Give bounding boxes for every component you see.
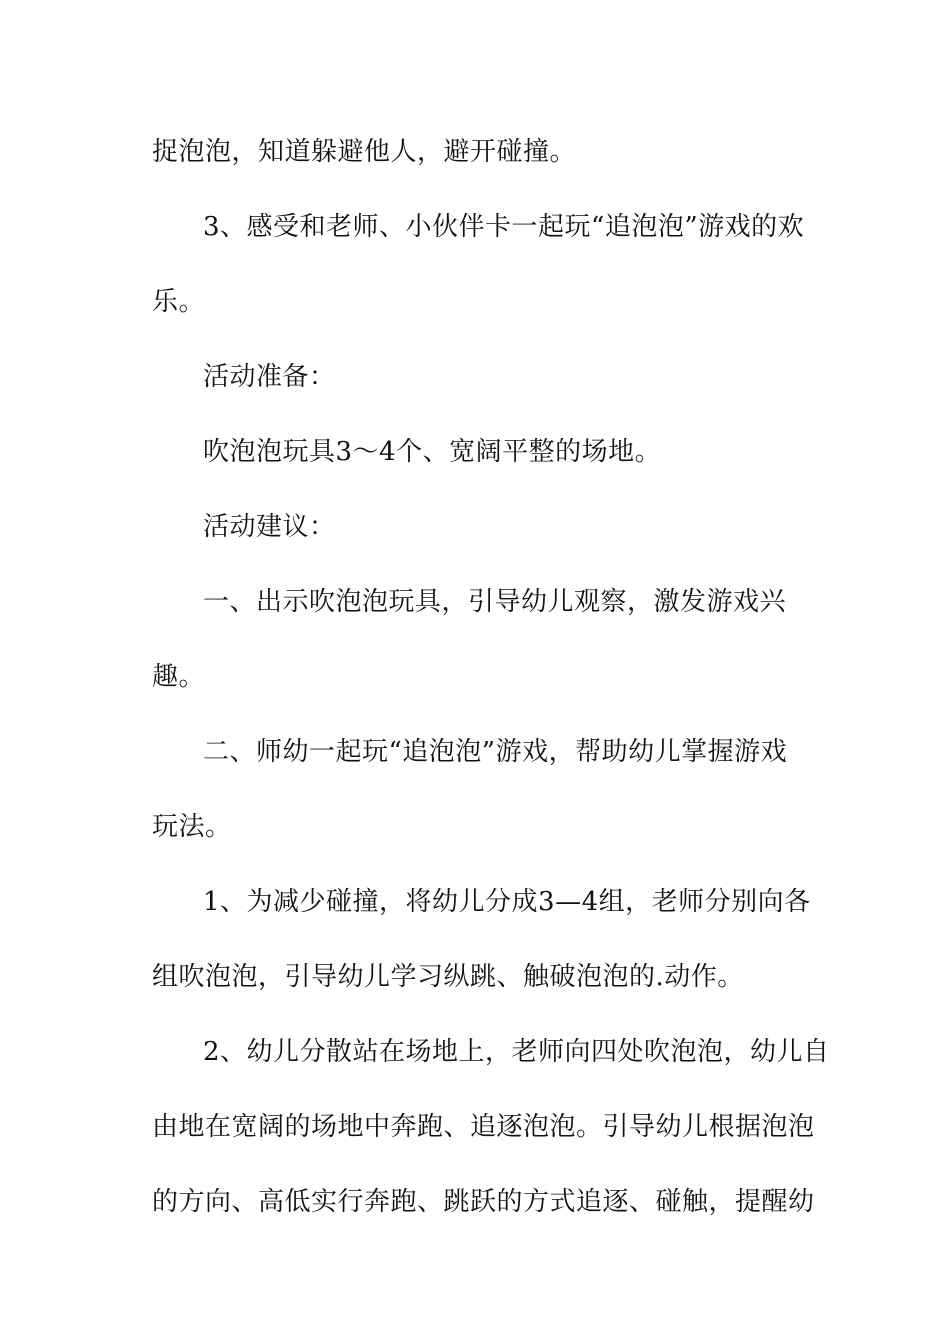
text-line: 由地在宽阔的场地中奔跑、追逐泡泡。引导幼儿根据泡泡 — [152, 1112, 815, 1142]
text-line: 二、师幼一起玩“追泡泡”游戏，帮助幼儿掌握游戏 — [203, 737, 788, 767]
section-heading: 活动准备： — [203, 362, 336, 392]
text-line: 组吹泡泡，引导幼儿学习纵跳、触破泡泡的.动作。 — [152, 962, 744, 992]
text-line: 乐。 — [152, 287, 206, 317]
text-line: 吹泡泡玩具3～4个、宽阔平整的场地。 — [203, 437, 662, 467]
text-line: 2、幼儿分散站在场地上，老师向四处吹泡泡，幼儿自 — [203, 1037, 830, 1067]
text-line: 1、为减少碰撞，将幼儿分成3—4组，老师分别向各 — [203, 887, 811, 917]
section-heading: 活动建议： — [203, 512, 336, 542]
text-line: 一、出示吹泡泡玩具，引导幼儿观察，激发游戏兴 — [203, 587, 787, 617]
text-line: 捉泡泡，知道躲避他人，避开碰撞。 — [152, 137, 577, 167]
text-line: 玩法。 — [152, 812, 232, 842]
text-line: 趣。 — [152, 662, 206, 692]
text-line: 3、感受和老师、小伙伴卡一起玩“追泡泡”游戏的欢 — [203, 212, 805, 242]
text-line: 的方向、高低实行奔跑、跳跃的方式追逐、碰触，提醒幼 — [152, 1187, 815, 1217]
